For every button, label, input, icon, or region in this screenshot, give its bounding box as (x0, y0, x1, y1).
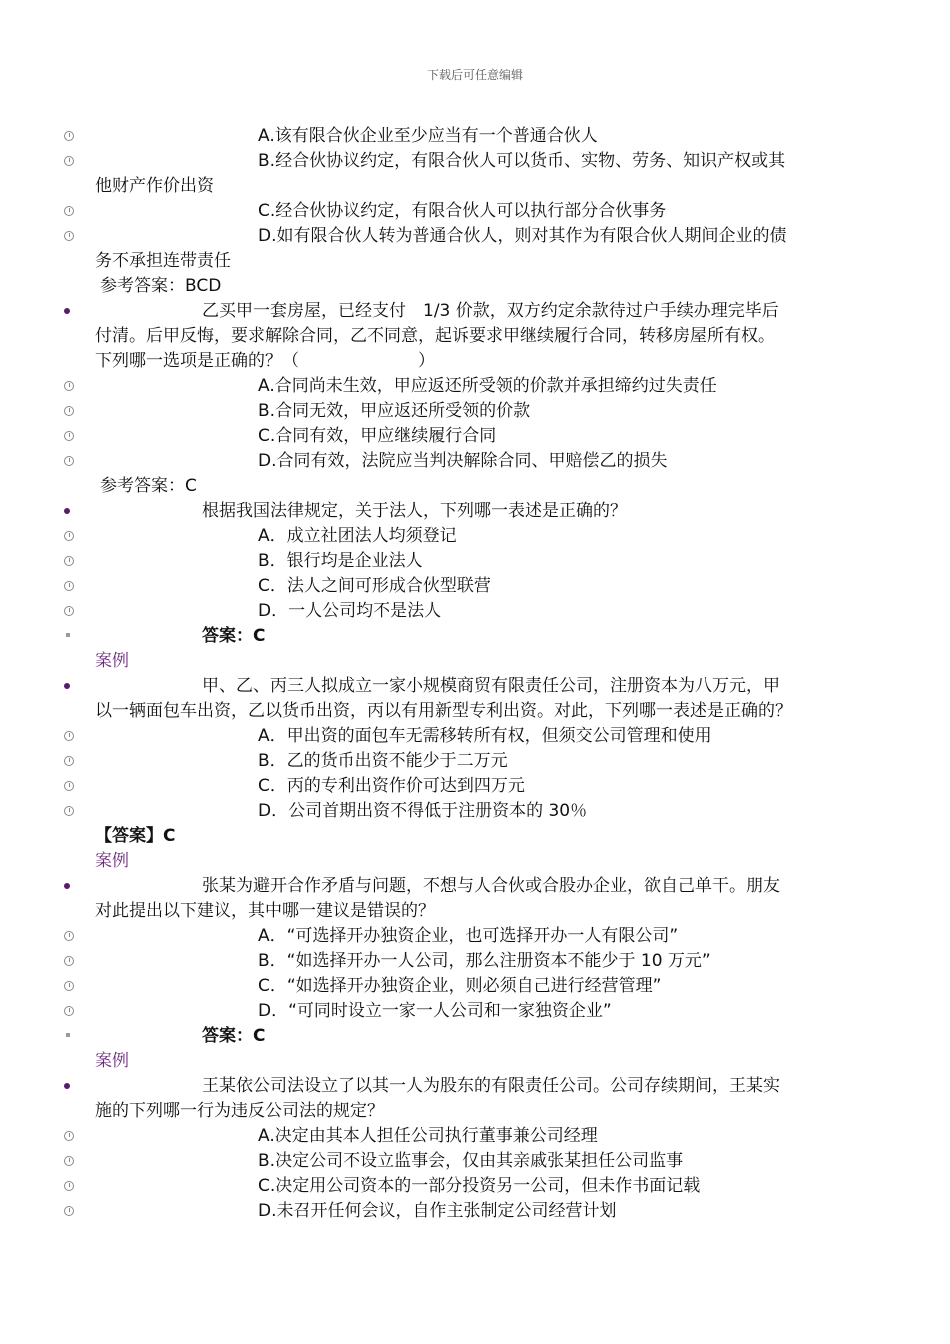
clock-icon (64, 406, 74, 416)
bullet-icon (64, 1083, 70, 1089)
option-b: B.合同无效，甲应返还所受领的价款 (258, 401, 531, 421)
clock-icon (64, 1131, 74, 1141)
option-d: D．一人公司均不是法人 (258, 601, 442, 621)
answer: 答案：C (202, 1026, 266, 1046)
answer: 【答案】C (95, 826, 176, 846)
question-line: 王某依公司法设立了以其一人为股东的有限责任公司。公司存续期间，王某实 (202, 1076, 780, 1096)
option-d-cont: 务不承担连带责任 (95, 251, 231, 271)
option-c: C.合同有效，甲应继续履行合同 (258, 426, 497, 446)
page-header: 下载后可任意编辑 (426, 68, 523, 82)
option-c: C.决定用公司资本的一部分投资另一公司，但未作书面记载 (258, 1176, 701, 1196)
question-line: 施的下列哪一行为违反公司法的规定？ (95, 1101, 384, 1121)
question-line: 下列哪一选项是正确的？（ ） (95, 351, 435, 371)
question-line: 以一辆面包车出资，乙以货币出资，丙以有用新型专利出资。对此，下列哪一表述是正确的？ (95, 701, 792, 721)
answer: 参考答案：C (100, 476, 197, 496)
option-c: C.经合伙协议约定，有限合伙人可以执行部分合伙事务 (258, 201, 667, 221)
option-a: A．成立社团法人均须登记 (258, 526, 457, 546)
question-line: 付清。后甲反悔，要求解除合同，乙不同意，起诉要求甲继续履行合同，转移房屋所有权。 (95, 326, 775, 346)
question-line: 对此提出以下建议，其中哪一建议是错误的？ (95, 901, 435, 921)
option-c: C．“如选择开办独资企业，则必须自己进行经营管理” (258, 976, 662, 996)
option-b: B．乙的货币出资不能少于二万元 (258, 751, 508, 771)
option-b: B.决定公司不设立监事会，仅由其亲戚张某担任公司监事 (258, 1151, 684, 1171)
case-label: 案例 (95, 851, 129, 871)
bullet-icon (64, 508, 70, 514)
option-d: D．公司首期出资不得低于注册资本的 30％ (258, 801, 588, 821)
clock-icon (64, 781, 74, 791)
clock-icon (64, 456, 74, 466)
question-line: 乙买甲一套房屋，已经支付 1/3 价款，双方约定余款待过户手续办理完毕后 (202, 301, 779, 321)
clock-icon (64, 756, 74, 766)
clock-icon (64, 981, 74, 991)
clock-icon (64, 956, 74, 966)
clock-icon (64, 531, 74, 541)
square-bullet-icon (66, 633, 70, 637)
answer: 答案：C (202, 626, 266, 646)
clock-icon (64, 731, 74, 741)
clock-icon (64, 131, 74, 141)
option-d: D．“可同时设立一家一人公司和一家独资企业” (258, 1001, 612, 1021)
option-a: A.合同尚未生效，甲应返还所受领的价款并承担缔约过失责任 (258, 376, 717, 396)
question-line: 根据我国法律规定，关于法人，下列哪一表述是正确的？ (202, 501, 627, 521)
option-d: D.如有限合伙人转为普通合伙人，则对其作为有限合伙人期间企业的债 (258, 226, 787, 246)
question-line: 张某为避开合作矛盾与问题，不想与人合伙或合股办企业，欲自己单干。朋友 (202, 876, 780, 896)
option-d: D.未召开任何会议，自作主张制定公司经营计划 (258, 1201, 617, 1221)
clock-icon (64, 156, 74, 166)
option-b: B．“如选择开办一人公司，那么注册资本不能少于 10 万元” (258, 951, 711, 971)
clock-icon (64, 1006, 74, 1016)
clock-icon (64, 1206, 74, 1216)
option-a: A．甲出资的面包车无需移转所有权，但须交公司管理和使用 (258, 726, 712, 746)
option-b: B．银行均是企业法人 (258, 551, 423, 571)
option-a: A．“可选择开办独资企业，也可选择开办一人有限公司” (258, 926, 679, 946)
clock-icon (64, 206, 74, 216)
clock-icon (64, 231, 74, 241)
clock-icon (64, 1181, 74, 1191)
option-b: B.经合伙协议约定，有限合伙人可以货币、实物、劳务、知识产权或其 (258, 151, 786, 171)
bullet-icon (64, 683, 70, 689)
clock-icon (64, 1156, 74, 1166)
option-b-cont: 他财产作价出资 (95, 176, 214, 196)
option-d: D.合同有效，法院应当判决解除合同、甲赔偿乙的损失 (258, 451, 668, 471)
square-bullet-icon (66, 1033, 70, 1037)
option-c: C．法人之间可形成合伙型联营 (258, 576, 491, 596)
clock-icon (64, 556, 74, 566)
clock-icon (64, 581, 74, 591)
case-label: 案例 (95, 651, 129, 671)
answer: 参考答案：BCD (100, 276, 222, 296)
clock-icon (64, 931, 74, 941)
bullet-icon (64, 308, 70, 314)
bullet-icon (64, 883, 70, 889)
clock-icon (64, 606, 74, 616)
option-a: A.决定由其本人担任公司执行董事兼公司经理 (258, 1126, 598, 1146)
case-label: 案例 (95, 1051, 129, 1071)
clock-icon (64, 806, 74, 816)
clock-icon (64, 381, 74, 391)
option-a: A.该有限合伙企业至少应当有一个普通合伙人 (258, 126, 598, 146)
option-c: C．丙的专利出资作价可达到四万元 (258, 776, 525, 796)
question-line: 甲、乙、丙三人拟成立一家小规模商贸有限责任公司，注册资本为八万元，甲 (202, 676, 780, 696)
clock-icon (64, 431, 74, 441)
